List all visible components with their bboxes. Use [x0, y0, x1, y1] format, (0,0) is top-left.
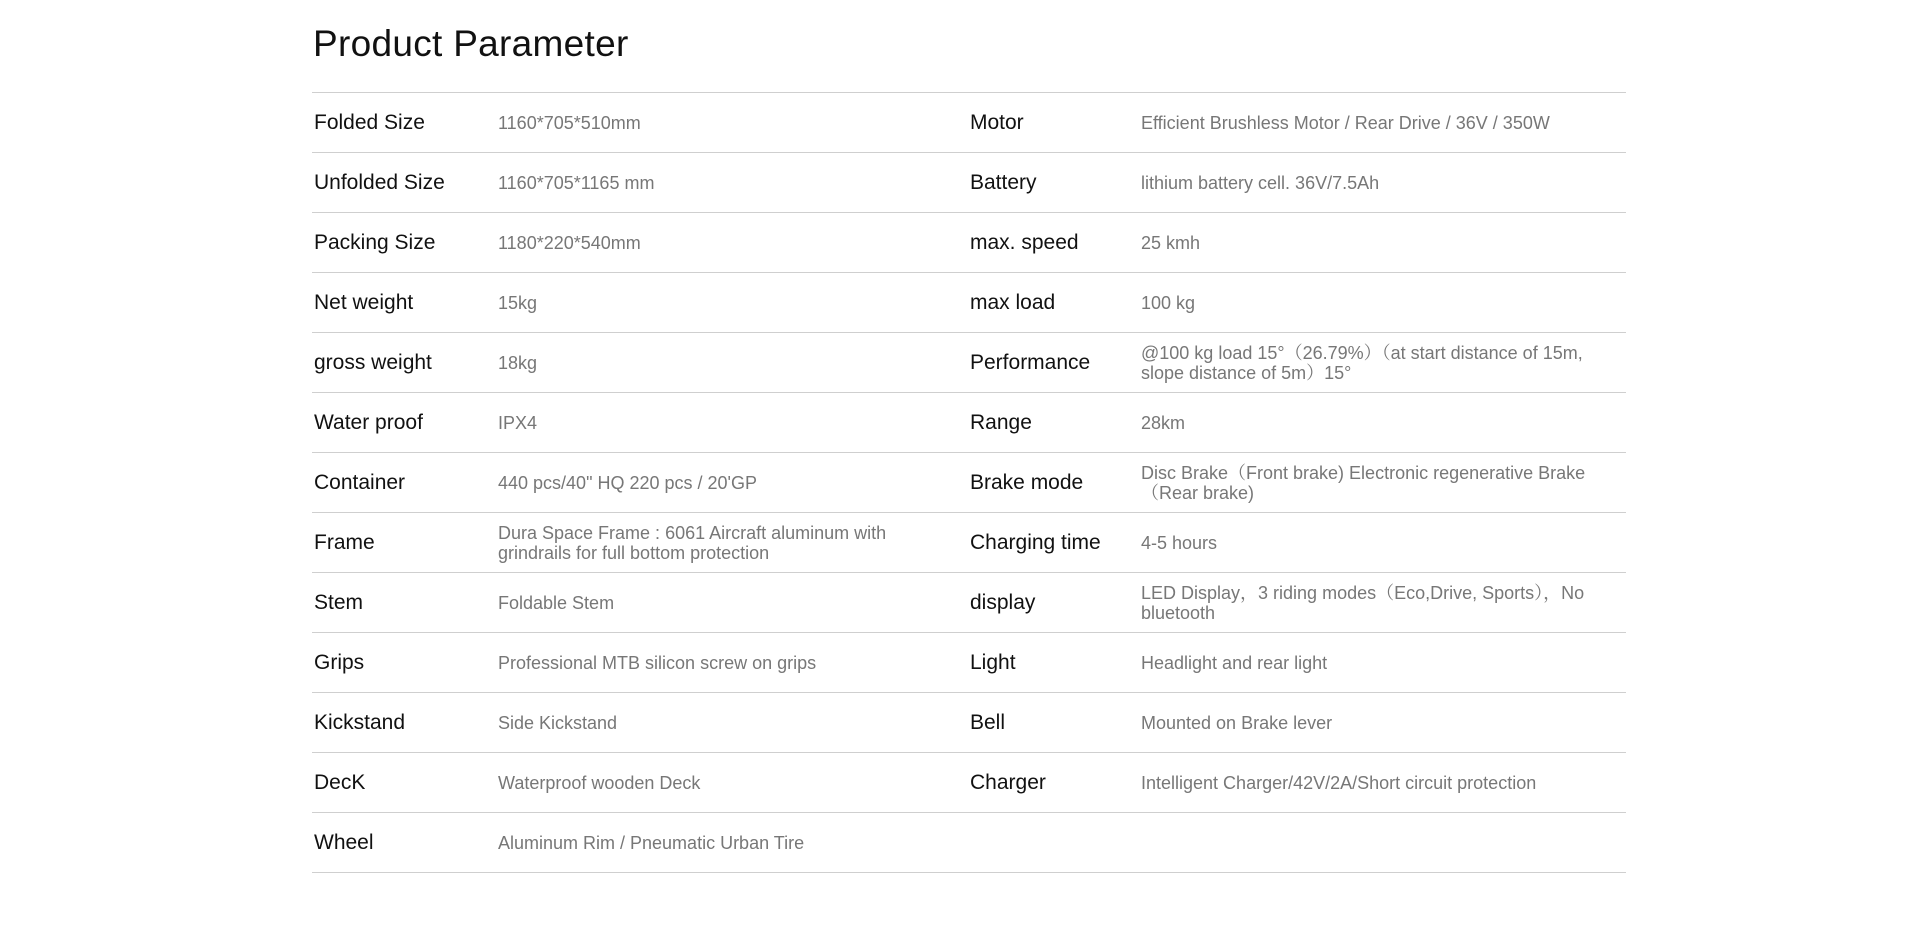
spec-value: Side Kickstand — [498, 712, 618, 733]
spec-value: 18kg — [498, 352, 538, 373]
spec-value: @100 kg load 15°（26.79%）（at start distance of 15m, slope distance of 5m）15° — [1141, 342, 1583, 383]
spec-label: max. speed — [970, 230, 1079, 254]
spec-value — [1141, 813, 1626, 872]
spec-row — [312, 453, 1626, 513]
spec-label: Frame — [314, 530, 375, 554]
spec-label: Grips — [314, 650, 365, 674]
spec-label: Water proof — [314, 410, 423, 434]
spec-label: max load — [970, 290, 1056, 314]
spec-value: Dura Space Frame : 6061 Aircraft aluminum with grindrails for full bottom protection — [498, 522, 887, 563]
spec-row — [312, 513, 1626, 573]
spec-row — [312, 333, 1626, 393]
spec-label: DecK — [314, 770, 366, 794]
spec-value: Disc Brake（Front brake) Electronic regenerative Brake（Rear brake) — [1141, 462, 1586, 503]
spec-label: Performance — [970, 350, 1091, 374]
spec-value: 100 kg — [1141, 292, 1196, 313]
spec-value: Foldable Stem — [498, 592, 615, 613]
spec-value: lithium battery cell. 36V/7.5Ah — [1141, 172, 1380, 193]
spec-value: LED Display，3 riding modes（Eco,Drive, Sports），No bluetooth — [1141, 582, 1585, 623]
spec-value: 1160*705*1165 mm — [498, 172, 655, 193]
spec-value: Efficient Brushless Motor / Rear Drive / 36V / 350W — [1141, 112, 1550, 133]
spec-value: Professional MTB silicon screw on grips — [498, 652, 817, 673]
spec-table — [312, 92, 1626, 873]
spec-row — [312, 633, 1626, 693]
spec-row — [312, 213, 1626, 273]
spec-value: 1180*220*540mm — [498, 232, 641, 253]
spec-value: Intelligent Charger/42V/2A/Short circuit protection — [1141, 772, 1537, 793]
spec-row — [312, 273, 1626, 333]
spec-value: 28km — [1141, 412, 1186, 433]
spec-row — [312, 753, 1626, 813]
spec-label: Kickstand — [314, 710, 406, 734]
spec-label: Motor — [970, 110, 1024, 134]
spec-label: Folded Size — [314, 110, 425, 134]
spec-value: Mounted on Brake lever — [1141, 712, 1333, 733]
spec-value: IPX4 — [498, 412, 538, 433]
spec-label: Charger — [970, 770, 1046, 794]
spec-value: 440 pcs/40" HQ 220 pcs / 20'GP — [498, 472, 757, 493]
spec-row — [312, 93, 1626, 153]
spec-label: Wheel — [314, 830, 374, 854]
spec-label: Brake mode — [970, 470, 1084, 494]
spec-label: display — [970, 590, 1036, 614]
spec-value: Waterproof wooden Deck — [498, 772, 701, 793]
spec-row — [312, 573, 1626, 633]
spec-label: Stem — [314, 590, 364, 614]
spec-label: Battery — [970, 170, 1037, 194]
spec-value: 25 kmh — [1141, 232, 1201, 253]
spec-label: Light — [970, 650, 1016, 674]
spec-label — [970, 813, 1141, 872]
spec-label: Container — [314, 470, 406, 494]
spec-label: gross weight — [314, 350, 432, 374]
spec-value: Aluminum Rim / Pneumatic Urban Tire — [498, 832, 805, 853]
spec-label: Bell — [970, 710, 1006, 734]
spec-row — [312, 693, 1626, 753]
page-title: Product Parameter — [313, 23, 629, 64]
spec-label: Unfolded Size — [314, 170, 445, 194]
spec-label: Range — [970, 410, 1032, 434]
spec-value: 15kg — [498, 292, 538, 313]
spec-row — [312, 153, 1626, 213]
spec-value: 4-5 hours — [1141, 532, 1218, 553]
spec-value: Headlight and rear light — [1141, 652, 1328, 673]
spec-value: 1160*705*510mm — [498, 112, 641, 133]
spec-label: Charging time — [970, 530, 1101, 554]
spec-row — [312, 813, 1626, 873]
spec-row — [312, 393, 1626, 453]
spec-label: Packing Size — [314, 230, 436, 254]
spec-label: Net weight — [314, 290, 414, 314]
